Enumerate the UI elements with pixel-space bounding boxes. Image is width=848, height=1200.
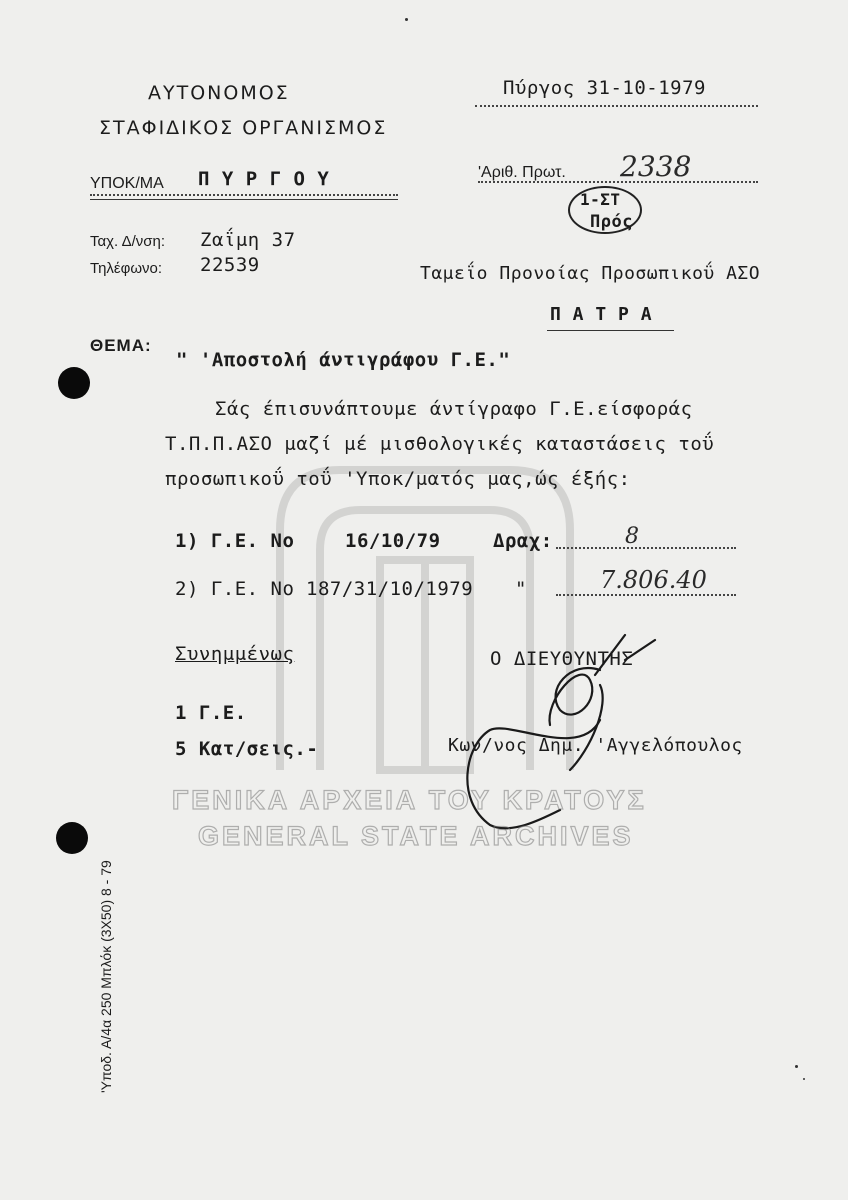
speck xyxy=(795,1065,798,1068)
subject-label: ΘΕΜΑ: xyxy=(90,336,152,355)
recipient-city: Π Α Τ Ρ Α xyxy=(550,304,653,325)
item-2-ref: 187/31/10/1979 xyxy=(306,578,474,600)
recipient-name: Ταμεΐο Προνοίας Προσωπικοΰ ΑΣΟ xyxy=(420,263,761,284)
branch-value: Π Υ Ρ Γ Ο Υ xyxy=(198,168,330,190)
body-line-1: Σάς έπισυνάπτουμε άντίγραφο Γ.Ε.είσφοράς xyxy=(215,398,693,420)
item-1-dots xyxy=(556,547,736,549)
item-1-amount-label: Δραχ: xyxy=(493,530,553,552)
item-1-ref: 16/10/79 xyxy=(345,530,441,552)
org-name-line2: ΣΤΑΦΙΔΙΚΟΣ ΟΡΓΑΝΙΣΜΟΣ xyxy=(99,117,388,139)
branch-underline xyxy=(90,199,398,200)
item-2-prefix: 2) Γ.Ε. No xyxy=(175,578,295,600)
phone-value: 22539 xyxy=(200,254,260,276)
speck xyxy=(405,18,408,21)
item-2-amount-label: " xyxy=(515,578,527,600)
body-line-2: Τ.Π.Π.ΑΣΟ μαζί μέ μισθολογικές καταστάσεις τοΰ xyxy=(165,433,715,455)
phone-label: Τηλέφωνο: xyxy=(90,260,163,277)
enclosed-label: Συνημμένως xyxy=(175,643,295,665)
branch-dotted-line xyxy=(90,194,398,196)
item-2-amount: 7.806.40 xyxy=(600,566,707,594)
watermark-english: GENERAL STATE ARCHIVES xyxy=(198,821,634,851)
place-date-line xyxy=(475,105,758,107)
recipient-city-underline xyxy=(547,330,674,331)
speck xyxy=(803,1078,805,1080)
punch-hole-bottom xyxy=(56,822,88,854)
item-2-dots xyxy=(556,594,736,596)
enclosed-item-1: 1 Γ.Ε. xyxy=(175,702,247,724)
address-value: Ζαΐμη 37 xyxy=(200,229,296,251)
protocol-label: 'Αριθ. Πρωτ. xyxy=(478,164,566,181)
org-name-line1: ΑΥΤΟΝΟΜΟΣ xyxy=(148,82,290,104)
to-label: Πρός xyxy=(590,212,633,232)
enclosed-item-2: 5 Κατ/σεις.- xyxy=(175,738,319,760)
punch-hole-top xyxy=(58,367,90,399)
protocol-number: 2338 xyxy=(620,150,692,183)
item-1-prefix: 1) Γ.Ε. No xyxy=(175,530,295,552)
watermark-greek: ΓΕΝΙΚΑ ΑΡΧΕΙΑ ΤΟΥ ΚΡΑΤΟΥΣ xyxy=(172,785,647,815)
body-line-3: προσωπικοΰ τοΰ 'Υποκ/ματός μας,ώς έξής: xyxy=(165,468,631,490)
stamp-code: 1-ΣΤ xyxy=(580,190,621,209)
branch-label: ΥΠΟΚ/ΜΑ xyxy=(90,175,164,192)
director-name: Κων/νος Δημ. 'Αγγελόπουλος xyxy=(448,735,743,756)
address-label: Ταχ. Δ/νση: xyxy=(90,233,166,250)
director-title: Ο ΔΙΕΥΘΥΝΤΗΣ xyxy=(490,648,634,670)
side-print: 'Υποδ. Α/4α 250 Μπλόκ (3Χ50) 8 - 79 xyxy=(98,860,114,1093)
subject-text: " 'Αποστολή άντιγράφου Γ.Ε." xyxy=(176,349,511,371)
item-1-amount: 8 xyxy=(625,524,639,549)
protocol-line xyxy=(478,181,758,183)
place-date: Πύργος 31-10-1979 xyxy=(503,77,706,99)
